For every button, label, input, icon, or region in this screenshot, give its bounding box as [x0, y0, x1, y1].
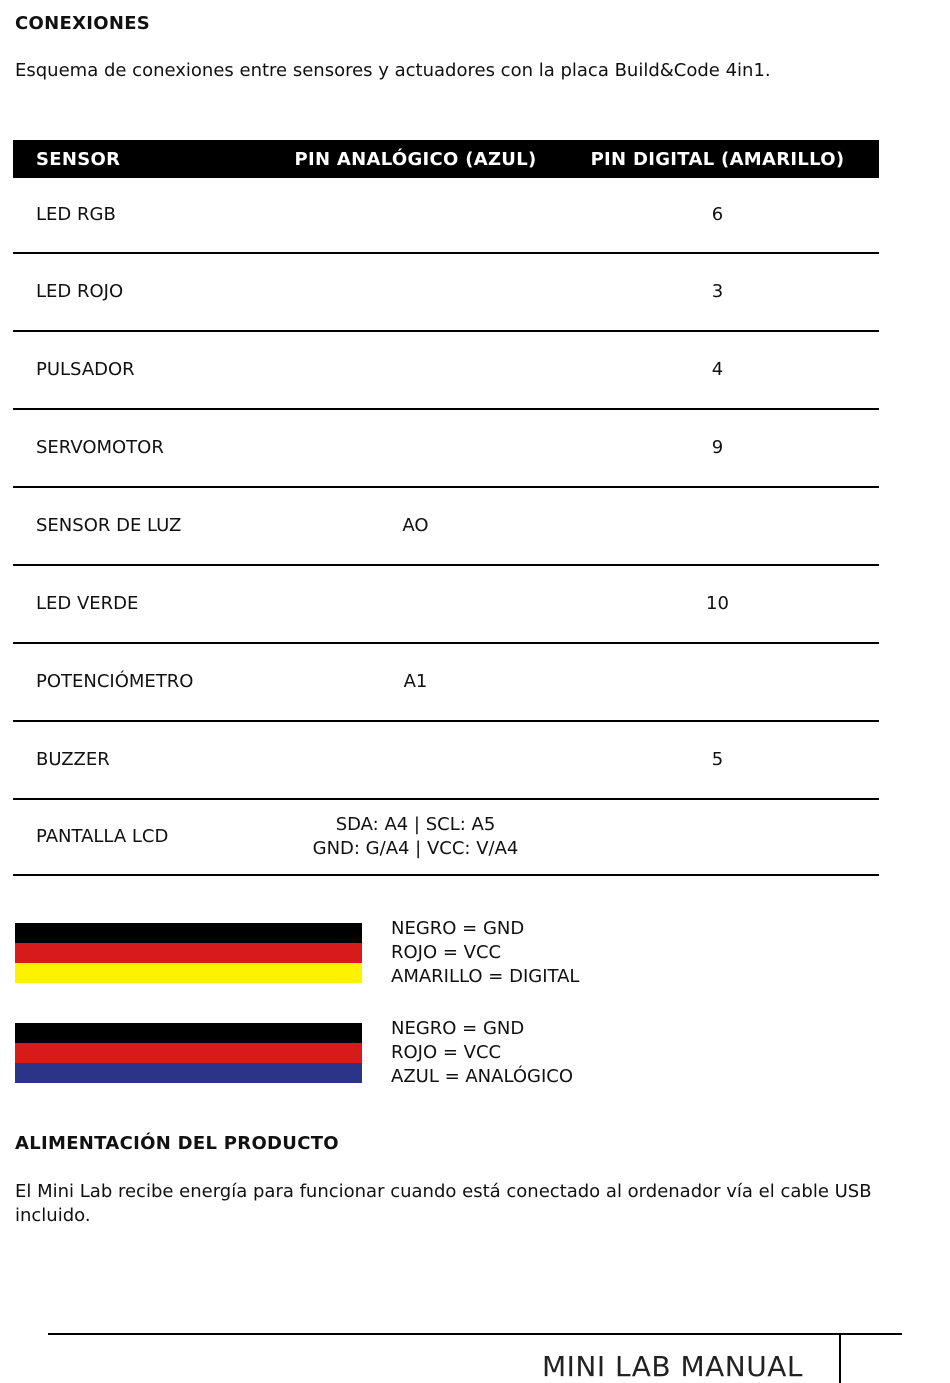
table-row	[13, 721, 879, 799]
cable-stripe-red	[15, 943, 362, 963]
sensor-name: LED RGB	[13, 178, 275, 253]
cable-stripe-yellow	[15, 963, 362, 983]
digital-pin	[556, 799, 879, 875]
digital-pin: 3	[556, 253, 879, 331]
header-sensor: SENSOR	[13, 140, 275, 178]
cable-stripe-blue	[15, 1063, 362, 1083]
digital-pin: 10	[556, 565, 879, 643]
digital-cable-legend	[391, 917, 579, 989]
analog-pin	[275, 799, 556, 875]
legend-item: AZUL = ANALÓGICO	[391, 1066, 574, 1087]
table-row	[13, 565, 879, 643]
table-row	[13, 487, 879, 565]
footer-title: MINI LAB MANUAL	[541, 1350, 803, 1383]
table-row	[13, 799, 879, 875]
header-analog-pin: PIN ANALÓGICO (AZUL)	[275, 140, 556, 178]
sensor-name: POTENCIÓMETRO	[13, 643, 275, 721]
footer-rule	[48, 1333, 902, 1335]
table-header-row	[13, 140, 879, 178]
legend-item: ROJO = VCC	[391, 942, 502, 963]
legend-item: AMARILLO = DIGITAL	[391, 966, 580, 987]
digital-pin: 9	[556, 409, 879, 487]
digital-pin: 5	[556, 721, 879, 799]
sensor-name: LED ROJO	[13, 253, 275, 331]
analog-pin	[275, 721, 556, 799]
conexiones-description: Esquema de conexiones entre sensores y actuadores con la placa Build&Code 4in1.	[15, 60, 771, 81]
digital-pin: 4	[556, 331, 879, 409]
analog-pin	[275, 409, 556, 487]
digital-pin	[556, 643, 879, 721]
analog-pin-line-2: GND: G/A4 | VCC: V/A4	[312, 838, 519, 859]
digital-pin: 6	[556, 178, 879, 253]
sensor-name: PULSADOR	[13, 331, 275, 409]
digital-cable-swatch	[15, 923, 362, 983]
analog-pin-line-1: SDA: A4 | SCL: A5	[335, 814, 496, 835]
alimentacion-title: ALIMENTACIÓN DEL PRODUCTO	[15, 1133, 339, 1154]
alimentacion-description: El Mini Lab recibe energía para funcionar cuando está conectado al ordenador vía el cable USB incluido.	[15, 1181, 872, 1226]
cable-stripe-black	[15, 1023, 362, 1043]
cable-stripe-red	[15, 1043, 362, 1063]
table-row	[13, 409, 879, 487]
sensor-name: SENSOR DE LUZ	[13, 487, 275, 565]
analog-cable-legend	[391, 1017, 573, 1089]
cable-stripe-black	[15, 923, 362, 943]
analog-pin	[275, 565, 556, 643]
legend-item: ROJO = VCC	[391, 1042, 502, 1063]
sensor-name: SERVOMOTOR	[13, 409, 275, 487]
header-digital-pin: PIN DIGITAL (AMARILLO)	[556, 140, 879, 178]
analog-pin	[275, 178, 556, 253]
conexiones-title: CONEXIONES	[15, 13, 151, 34]
analog-pin	[275, 331, 556, 409]
digital-pin	[556, 487, 879, 565]
table-row	[13, 253, 879, 331]
legend-item: NEGRO = GND	[391, 918, 525, 939]
sensor-name: PANTALLA LCD	[13, 799, 275, 875]
legend-item: NEGRO = GND	[391, 1018, 525, 1039]
sensor-name: BUZZER	[13, 721, 275, 799]
analog-cable-swatch	[15, 1023, 362, 1083]
table-row	[13, 178, 879, 253]
table-row	[13, 331, 879, 409]
analog-pin	[275, 253, 556, 331]
analog-pin: AO	[275, 487, 556, 565]
footer-divider	[839, 1333, 841, 1383]
sensor-name: LED VERDE	[13, 565, 275, 643]
connections-table	[13, 140, 879, 876]
analog-pin: A1	[275, 643, 556, 721]
table-row	[13, 643, 879, 721]
